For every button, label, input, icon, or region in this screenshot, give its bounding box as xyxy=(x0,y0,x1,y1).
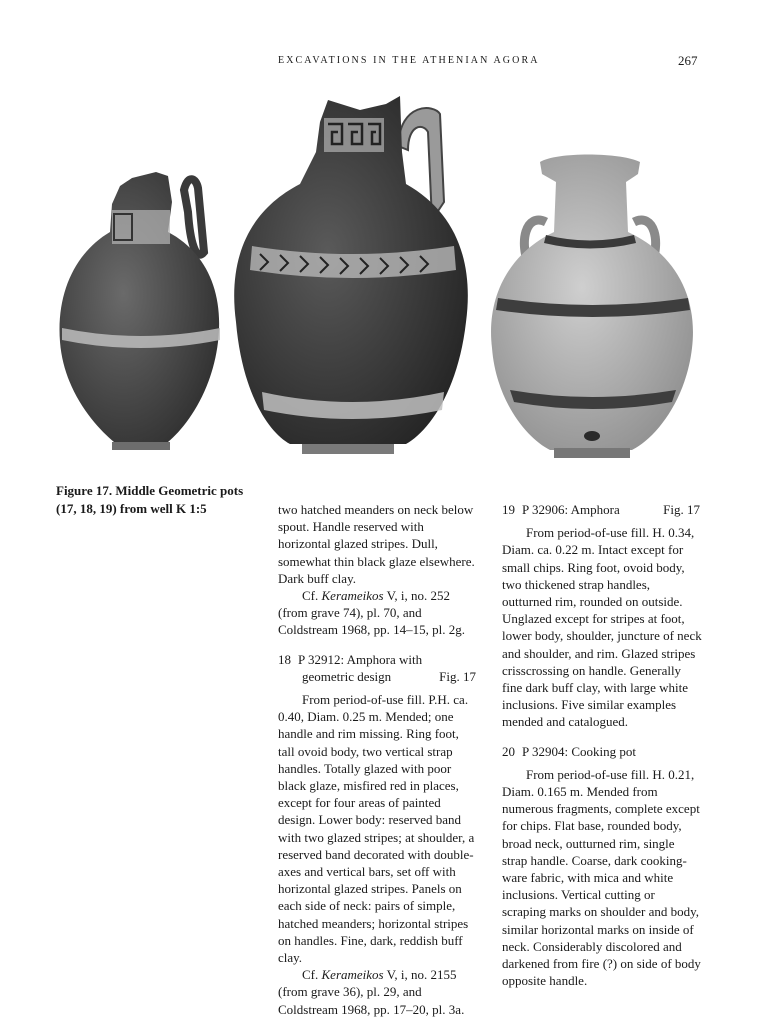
entry-20-number: 20 xyxy=(502,743,515,759)
page-number: 267 xyxy=(678,53,698,68)
cf-rest: V, i, no. 2155 (from grave 36), pl. 29, and Coldstream 1968, pp. 17–20, pl. 3a. xyxy=(278,967,465,1017)
entry-18-figure-ref: Fig. 17 xyxy=(439,668,476,684)
entry-18-title-line-2: geometric design xyxy=(302,668,392,684)
text-column-1 xyxy=(278,501,478,1018)
entry-19-description: From period-of-use fill. H. 0.34, Diam. ca. 0.22 m. Intact except for small chips. Ring foot, ovoid body, two thickened strap handles, outturned rim, rounded on outside. Unglazed except for stripes at foot, lower body, shoulder, juncture of neck and shoulder, and rim. Glazed stripes crisscrossing on handle. Generally fine dark buff clay, with large white inclusions. Five similar examples mended and catalogued. xyxy=(502,525,702,730)
entry-20-description: From period-of-use fill. H. 0.21, Diam. 0.165 m. Mended from numerous fragments, complete except for chips. Flat base, rounded body, broad neck, outturned rim, single strap handle. Coarse, dark cooking-ware fabric, with mica and white inclusions. Vertical cutting or scraping marks on shoulder and body, similar horizontal marks on inside of neck. Considerably discolored and darkened from fire (?) on side of body opposite handle. xyxy=(502,766,701,989)
running-title: EXCAVATIONS IN THE ATHENIAN AGORA xyxy=(278,55,540,66)
cf-rest: V, i, no. 252 (from grave 74), pl. 70, and Coldstream 1968, pp. 14–15, pl. 2g. xyxy=(278,588,466,638)
entry-19-title: P 32906: Amphora xyxy=(522,502,620,517)
text-column-2 xyxy=(502,501,702,989)
oinochoe-17 xyxy=(59,172,220,450)
caption-line-1: Figure 17. Middle Geometric pots xyxy=(56,483,244,498)
journal-title: Kerameikos xyxy=(321,967,384,983)
entry-17-continuation: two hatched meanders on neck below spout. Handle reserved with horizontal glazed stripes. Dull, somewhat thin black glaze elsewhere. Dark buff clay. xyxy=(278,502,475,586)
journal-title: Kerameikos xyxy=(321,588,384,604)
entry-18-description: From period-of-use fill. P.H. ca. 0.40, Diam. 0.25 m. Mended; one handle and rim missing. Ring foot, tall ovoid body, two vertical strap handles. Totally glazed with poor black glaze, misfired red in places, except for four areas of painted design. Lower body: reserved band with two glazed stripes; at shoulder, a reserved band decorated with double-axes and vertical bars, set off with horizontal glazed stripes. Panels on each side of neck: pairs of simple, hatched meanders; horizontal stripes on handles. Fine, dark, reddish buff clay. xyxy=(278,692,475,966)
figure-caption xyxy=(56,482,266,518)
running-head xyxy=(0,55,760,71)
amphora-18 xyxy=(234,96,468,454)
pots-illustration xyxy=(56,92,704,467)
entry-19-heading xyxy=(502,501,702,518)
cf-label: Cf. xyxy=(302,588,319,604)
entry-18-heading xyxy=(278,651,478,685)
cf-label: Cf. xyxy=(302,967,319,983)
amphora-19 xyxy=(491,155,693,459)
entry-20-title: P 32904: Cooking pot xyxy=(522,743,637,759)
entry-19-number: 19 xyxy=(502,502,515,517)
entry-18-comparanda xyxy=(278,966,478,1018)
entry-17-comparanda xyxy=(278,587,478,639)
entry-18-title-line-1: P 32912: Amphora with xyxy=(298,651,423,667)
entry-20-heading xyxy=(502,743,702,760)
figure-photo xyxy=(56,92,704,467)
entry-18-number: 18 xyxy=(278,651,291,667)
entry-19-figure-ref: Fig. 17 xyxy=(663,502,700,517)
caption-line-2: (17, 18, 19) from well K 1:5 xyxy=(56,501,207,516)
